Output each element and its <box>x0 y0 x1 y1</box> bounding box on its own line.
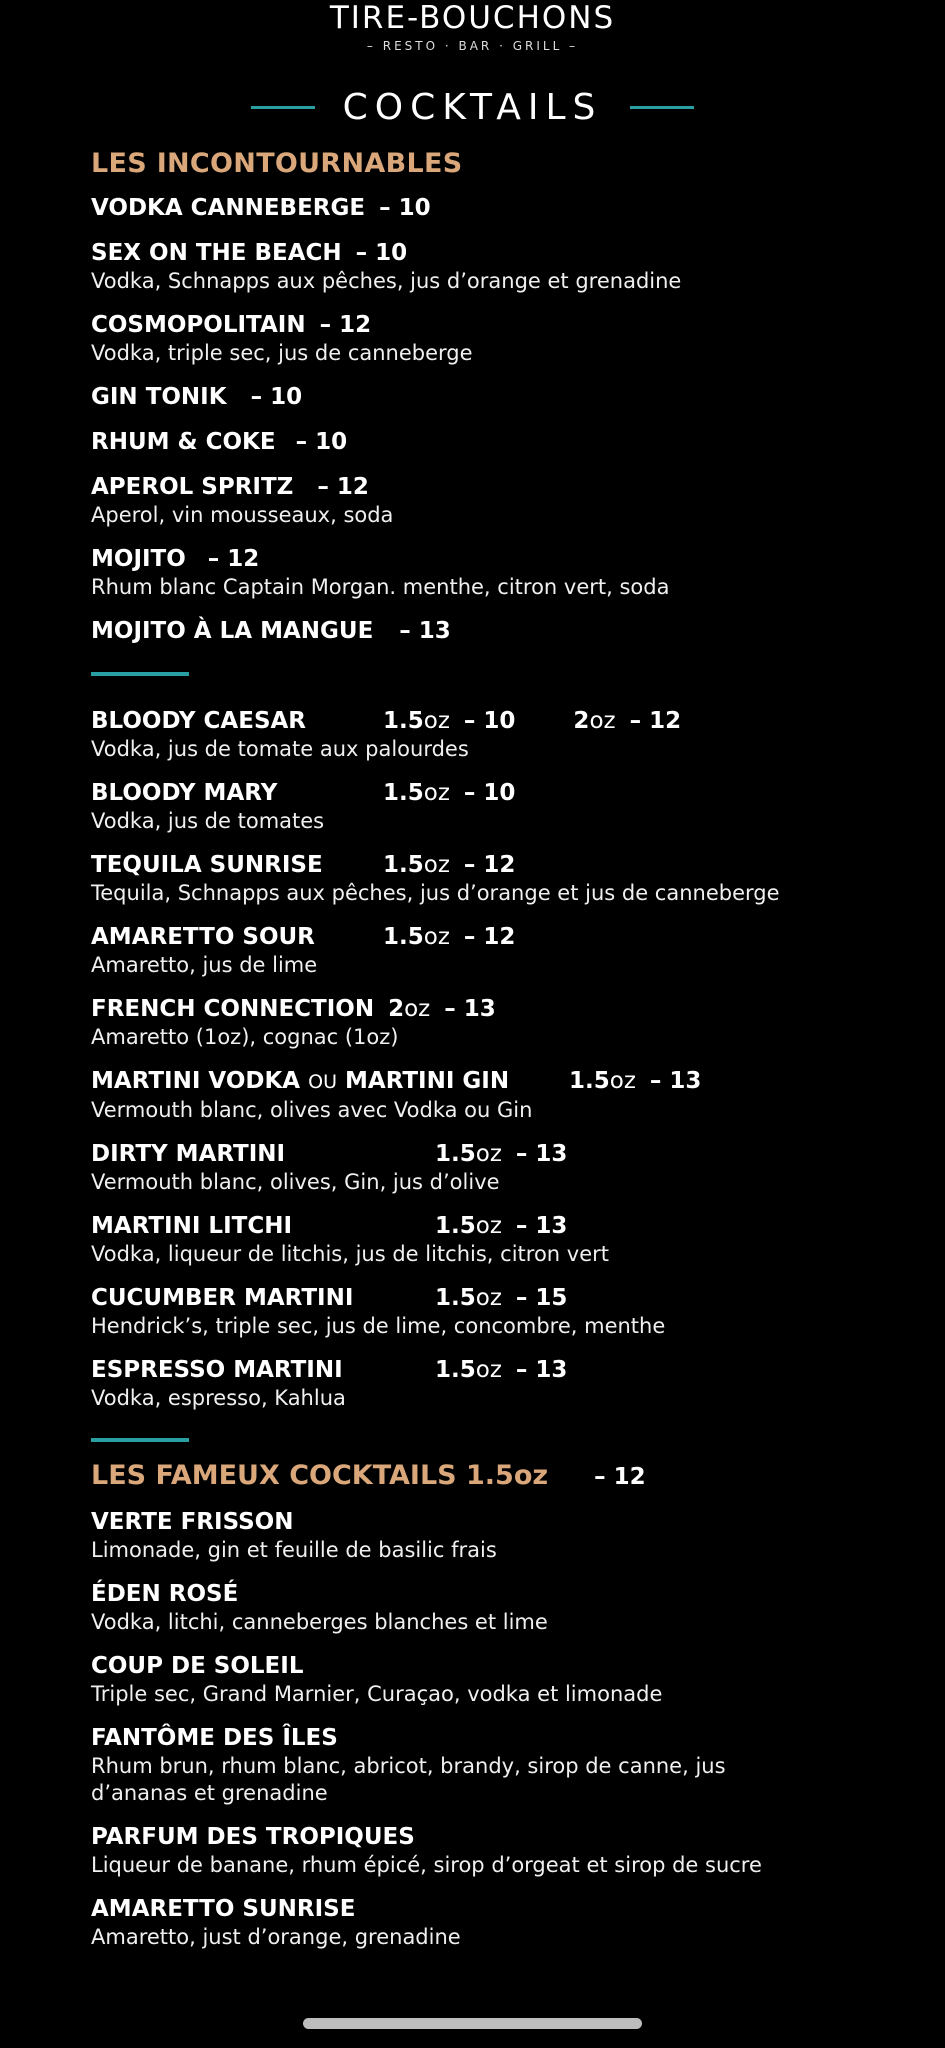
item-size: 1.5oz <box>383 852 450 878</box>
item-name: ÉDEN ROSÉ <box>91 1581 239 1607</box>
item-price: – 12 <box>317 474 369 500</box>
menu-item <box>91 1211 921 1268</box>
item-name: FANTÔME DES ÎLES <box>91 1725 338 1751</box>
section-title-text: LES FAMEUX COCKTAILS 1.5oz <box>91 1460 549 1491</box>
item-description: Rhum blanc Captain Morgan. menthe, citron vert, soda <box>91 575 670 599</box>
item-price: – 13 <box>444 996 496 1022</box>
menu-item <box>91 1822 921 1879</box>
menu-item <box>91 616 921 646</box>
home-indicator[interactable] <box>303 2018 642 2029</box>
item-price: – 12 <box>207 546 260 572</box>
menu-item <box>91 1355 921 1412</box>
item-name: BLOODY MARY <box>91 780 278 806</box>
item-price: – 10 <box>250 384 303 410</box>
title-divider-right <box>630 106 694 109</box>
item-price: – 10 <box>463 708 516 734</box>
cocktails-title-row <box>0 87 945 128</box>
item-description: Hendrick’s, triple sec, jus de lime, concombre, menthe <box>91 1314 666 1338</box>
item-price: – 13 <box>399 618 451 644</box>
section-divider <box>91 672 189 676</box>
item-name: BLOODY CAESAR <box>91 708 307 734</box>
menu-header <box>0 0 945 128</box>
item-size: 1.5oz <box>383 708 450 734</box>
section-price: – 12 <box>594 1464 646 1490</box>
item-price: – 12 <box>463 852 516 878</box>
item-size: 1.5oz <box>435 1213 502 1239</box>
menu-item <box>91 472 921 529</box>
item-price: – 13 <box>649 1068 702 1094</box>
item-description: Amaretto, just d’orange, grenadine <box>91 1925 461 1949</box>
menu-item <box>91 1139 921 1196</box>
item-size: 1.5oz <box>383 780 450 806</box>
item-description: Limonade, gin et feuille de basilic frais <box>91 1538 497 1562</box>
item-name: AMARETTO SOUR <box>91 924 315 950</box>
item-name: GIN TONIK <box>91 384 227 410</box>
item-description: Amaretto (1oz), cognac (1oz) <box>91 1025 399 1049</box>
item-size: 2oz <box>388 996 431 1022</box>
menu-item <box>91 1723 921 1807</box>
item-name: TEQUILA SUNRISE <box>91 852 323 878</box>
item-price: – 10 <box>463 780 516 806</box>
item-size: 1.5oz <box>569 1068 636 1094</box>
item-description: Vodka, Schnapps aux pêches, jus d’orange et grenadine <box>91 269 682 293</box>
menu-item <box>91 850 921 907</box>
menu-item <box>91 1579 921 1636</box>
menu-item <box>91 1066 921 1124</box>
item-description: Vodka, liqueur de litchis, jus de litchis, citron vert <box>91 1242 609 1266</box>
brand-name: TIRE-BOUCHONS <box>329 0 616 36</box>
item-name: MOJITO À LA MANGUE <box>91 618 374 644</box>
menu-item <box>91 382 921 412</box>
section-title-fameux <box>91 1460 921 1491</box>
menu-item <box>91 994 921 1051</box>
item-size-2: 2oz <box>573 708 616 734</box>
item-description: Liqueur de banane, rhum épicé, sirop d’orgeat et sirop de sucre <box>91 1853 762 1877</box>
item-price: – 10 <box>295 429 348 455</box>
item-name: SEX ON THE BEACH <box>91 240 342 266</box>
item-description: Triple sec, Grand Marnier, Curaçao, vodka et limonade <box>91 1682 663 1706</box>
menu-item <box>91 544 921 601</box>
item-price: – 13 <box>515 1213 568 1239</box>
item-price: – 10 <box>379 195 431 221</box>
page-title: COCKTAILS <box>342 86 603 128</box>
menu-item <box>91 1894 921 1951</box>
item-description: Vermouth blanc, olives, Gin, jus d’olive <box>91 1170 500 1194</box>
item-description: Vodka, litchi, canneberges blanches et lime <box>91 1610 548 1634</box>
item-name: CUCUMBER MARTINI <box>91 1285 354 1311</box>
item-name: COUP DE SOLEIL <box>91 1653 304 1679</box>
menu-item <box>91 778 921 835</box>
menu-item <box>91 1507 921 1564</box>
menu-item <box>91 427 921 457</box>
menu-item <box>91 310 921 367</box>
item-name: ESPRESSO MARTINI <box>91 1357 343 1383</box>
item-name: PARFUM DES TROPIQUES <box>91 1824 415 1850</box>
section-divider <box>91 1438 189 1442</box>
item-description: Aperol, vin mousseaux, soda <box>91 503 394 527</box>
menu-item <box>91 706 921 763</box>
item-price: – 13 <box>515 1357 568 1383</box>
menu-item <box>91 193 921 223</box>
item-name: APEROL SPRITZ <box>91 474 294 500</box>
item-name: AMARETTO SUNRISE <box>91 1896 356 1922</box>
item-description: Vodka, jus de tomates <box>91 809 325 833</box>
item-name: MOJITO <box>91 546 186 572</box>
item-description: Vodka, triple sec, jus de canneberge <box>91 341 473 365</box>
item-name: COSMOPOLITAIN <box>91 312 306 338</box>
item-size: 1.5oz <box>435 1357 502 1383</box>
menu-item <box>91 1283 921 1340</box>
title-divider-left <box>251 106 315 109</box>
item-description: Vodka, jus de tomate aux palourdes <box>91 737 469 761</box>
item-description: Amaretto, jus de lime <box>91 953 318 977</box>
item-name: FRENCH CONNECTION <box>91 996 375 1022</box>
item-name: VERTE FRISSON <box>91 1509 294 1535</box>
item-description: Rhum brun, rhum blanc, abricot, brandy, sirop de canne, jus d’ananas et grenadine <box>91 1754 726 1805</box>
item-name: MARTINI LITCHI <box>91 1213 293 1239</box>
item-size: 1.5oz <box>435 1141 502 1167</box>
item-price: – 15 <box>515 1285 568 1311</box>
item-price-2: – 12 <box>629 708 682 734</box>
brand-tagline: – RESTO · BAR · GRILL – <box>366 38 579 53</box>
item-name: VODKA CANNEBERGE <box>91 195 366 221</box>
menu-item <box>91 1651 921 1708</box>
item-price: – 13 <box>515 1141 568 1167</box>
item-description: Vermouth blanc, olives avec Vodka ou Gin <box>91 1098 533 1122</box>
item-description: Vodka, espresso, Kahlua <box>91 1386 346 1410</box>
menu-content <box>91 148 921 1966</box>
item-price: – 10 <box>355 240 408 266</box>
item-name: RHUM & COKE <box>91 429 276 455</box>
section-title-incontournables: LES INCONTOURNABLES <box>91 148 463 179</box>
item-name: MARTINI VODKA OU MARTINI GIN <box>91 1068 510 1094</box>
item-description: Tequila, Schnapps aux pêches, jus d’orange et jus de canneberge <box>91 881 780 905</box>
item-price: – 12 <box>463 924 516 950</box>
item-size: 1.5oz <box>435 1285 502 1311</box>
item-name: DIRTY MARTINI <box>91 1141 286 1167</box>
menu-item <box>91 922 921 979</box>
menu-item <box>91 238 921 295</box>
item-price: – 12 <box>319 312 372 338</box>
item-size: 1.5oz <box>383 924 450 950</box>
